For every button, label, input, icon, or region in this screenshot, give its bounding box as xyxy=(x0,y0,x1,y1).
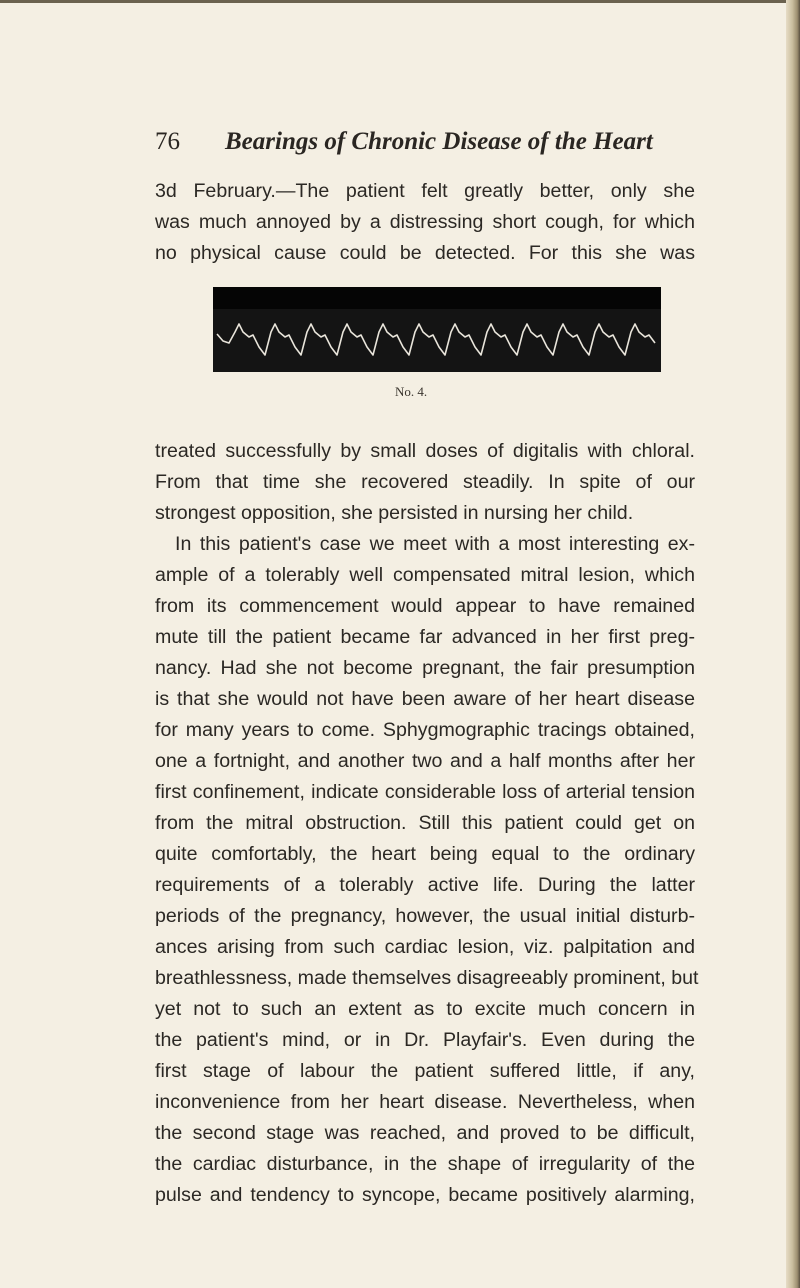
text-line: from its commencement would appear to have remained xyxy=(155,595,695,617)
text-line: first stage of labour the patient suffered little, if any, xyxy=(155,1060,695,1082)
text-line: inconvenience from her heart disease. Nevertheless, when xyxy=(155,1091,695,1113)
tracing-top-shade xyxy=(213,287,661,309)
text-line: mute till the patient became far advanced in her first preg- xyxy=(155,626,695,648)
text-line: yet not to such an extent as to excite much concern in xyxy=(155,998,695,1020)
text-line: the cardiac disturbance, in the shape of irregularity of the xyxy=(155,1153,695,1175)
text-line: In this patient's case we meet with a most interesting ex- xyxy=(175,533,695,555)
page-number: 76 xyxy=(155,128,180,155)
text-line: the patient's mind, or in Dr. Playfair's. Even during the xyxy=(155,1029,695,1051)
text-line: 3d February.—The patient felt greatly better, only she xyxy=(155,180,695,202)
text-line: requirements of a tolerably active life. During the latter xyxy=(155,874,695,896)
text-line: from the mitral obstruction. Still this patient could get on xyxy=(155,812,695,834)
text-line: From that time she recovered steadily. In spite of our xyxy=(155,471,695,493)
text-line: is that she would not have been aware of her heart disease xyxy=(155,688,695,710)
paragraph-continued xyxy=(155,436,699,1211)
running-head xyxy=(155,127,695,157)
text-line: one a fortnight, and another two and a half months after her xyxy=(155,750,695,772)
text-line: treated successfully by small doses of digitalis with chloral. xyxy=(155,440,695,462)
text-line: for many years to come. Sphygmographic tracings obtained, xyxy=(155,719,695,741)
text-line: periods of the pregnancy, however, the usual initial disturb- xyxy=(155,905,695,927)
sphygmograph-tracing xyxy=(213,287,661,372)
text-line: quite comfortably, the heart being equal to the ordinary xyxy=(155,843,695,865)
text-line: breathlessness, made themselves disagreeably prominent, but xyxy=(155,967,699,989)
text-line: first confinement, indicate considerable loss of arterial tension xyxy=(155,781,695,803)
text-line: the second stage was reached, and proved to be difficult, xyxy=(155,1122,695,1144)
text-line: no physical cause could be detected. For this she was xyxy=(155,242,695,264)
text-line: pulse and tendency to syncope, became positively alarming, xyxy=(155,1184,695,1206)
page-top-edge xyxy=(0,0,800,3)
paragraph-top xyxy=(155,176,695,269)
figure-caption: No. 4. xyxy=(395,384,428,399)
text-line: ances arising from such cardiac lesion, viz. palpitation and xyxy=(155,936,695,958)
text-line: nancy. Had she not become pregnant, the fair presumption xyxy=(155,657,695,679)
text-line: was much annoyed by a distressing short cough, for which xyxy=(155,211,695,233)
page-right-edge xyxy=(786,0,800,1288)
text-line: ample of a tolerably well compensated mitral lesion, which xyxy=(155,564,695,586)
running-head-title: Bearings of Chronic Disease of the Heart xyxy=(225,128,653,155)
text-line: strongest opposition, she persisted in nursing her child. xyxy=(155,502,634,524)
